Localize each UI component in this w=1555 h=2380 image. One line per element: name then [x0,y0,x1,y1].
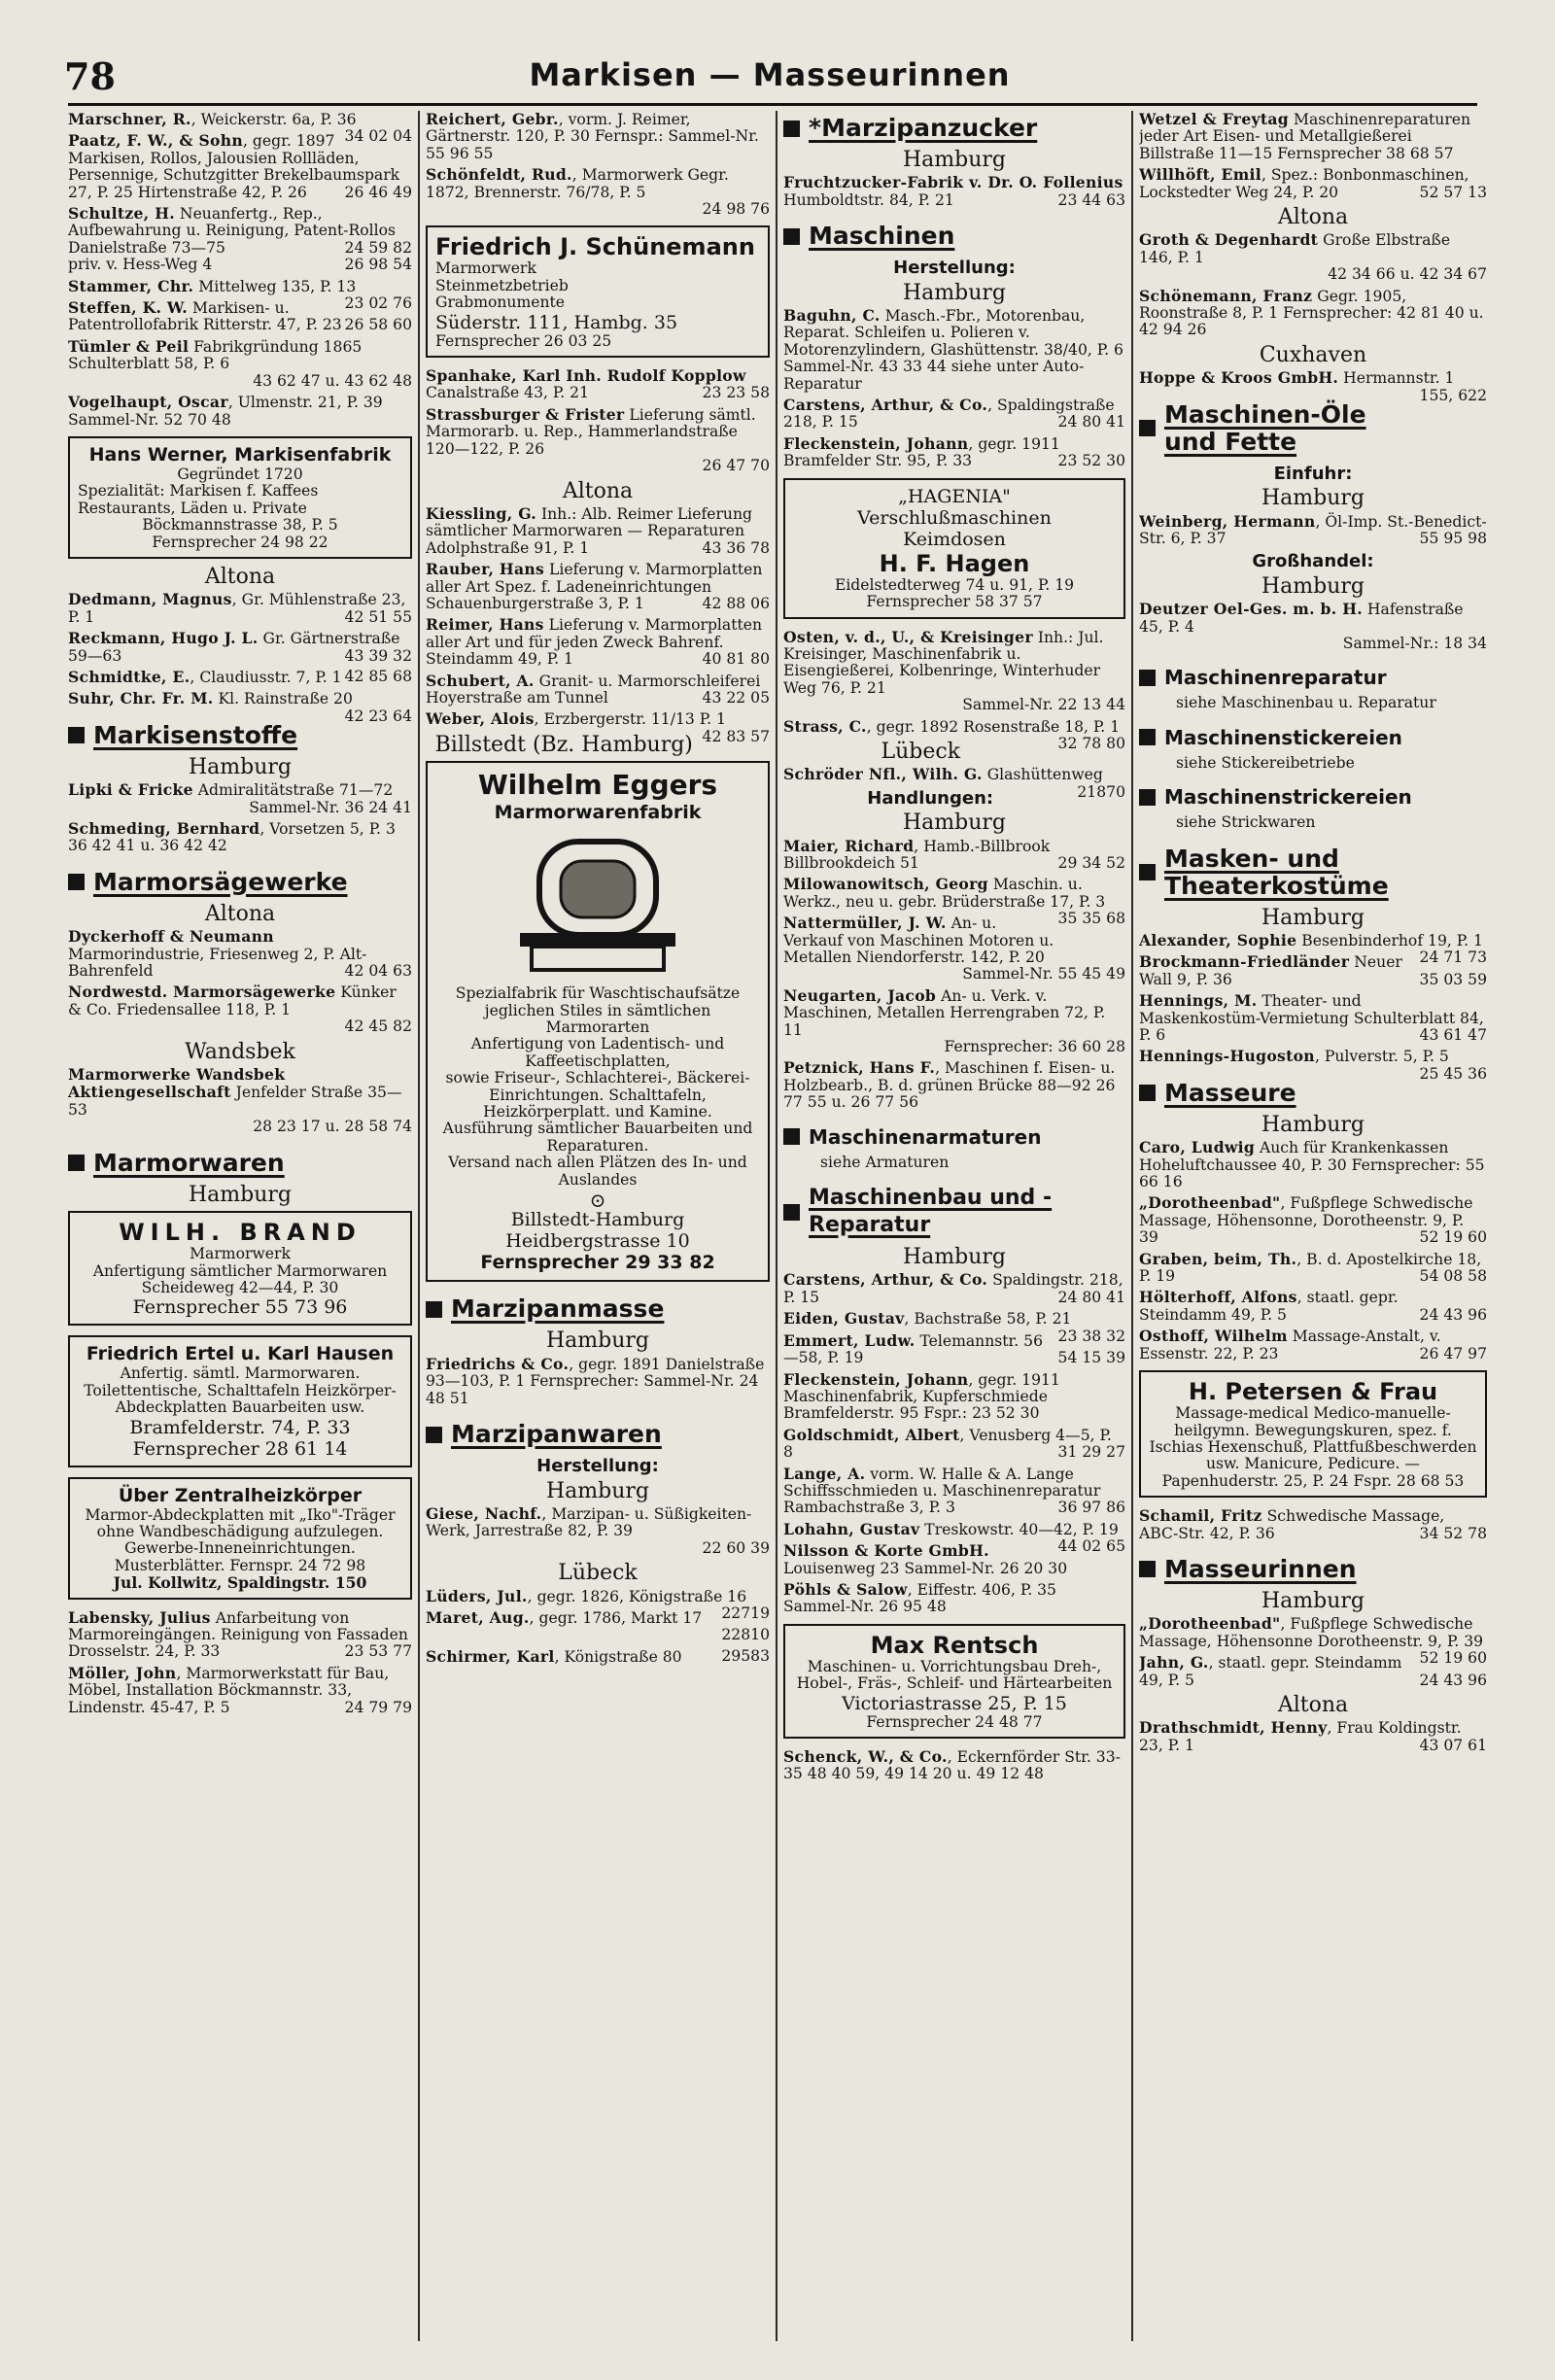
target-icon: ⊙ [589,1189,606,1213]
ad-line: Marmorwerk [435,259,536,278]
ad-line: Massage-medical Medico-manuelle-heilgymn. Bewegungskuren, spez. f. Ischias Hexenschuß, Plattfußbeschwerden usw. Manicure, Pedicure. — Papenhuderstr. 25, P. 24 Fspr. 28 68 53 [1149,1404,1477,1490]
page-title: Markisen — Masseurinnen [529,56,1011,93]
column-divider [418,111,420,2341]
entry-group [783,307,1125,470]
section-heading [68,869,412,896]
city-heading: Hamburg [1261,573,1365,599]
ad-line: Marmorwerk [190,1245,291,1263]
entry-group [1139,1615,1487,1689]
directory-entry: Reckmann, Hugo J. L. Gr. Gärtnerstraße 59—63 43 39 32 [68,629,412,665]
city-heading: Altona [1277,1692,1349,1717]
ad-line: Marmor-Abdeckplatten mit „Iko"-Träger ohne Wandbeschädigung aufzulegen. Gewerbe-Inneneinrichtungen. Musterblätter. Fernspr. 24 72 98 [85,1505,396,1574]
directory-entry: Schönemann, Franz Gegr. 1905, Roonstraße 8, P. 1 Fernsprecher: 42 81 40 u. 42 94 26 [1139,286,1484,339]
column-3 [783,111,1125,2370]
washstand-illustration [501,832,695,978]
city-heading: Hamburg [545,1478,649,1503]
directory-entry: Schenck, W., & Co., Eckernförder Str. 33-35 48 40 59, 49 14 20 u. 49 12 48 [783,1747,1121,1783]
ad-name: Über Zentralheizkörper [118,1484,363,1506]
directory-entry: Graben, beim, Th., B. d. Apostelkirche 18, P. 19 54 08 58 [1139,1249,1487,1286]
square-bullet-icon [783,1128,800,1145]
ad-schuenemann [426,225,770,358]
subsection-heading: Einfuhr: [1273,463,1353,484]
ad-line: sowie Friseur-, Schlachterei-, Bäckerei-Einrichtungen. Schalttafeln, Heizkörperplatt. und Kamine. [445,1069,750,1121]
ad-address: Böckmannstrasse 38, P. 5 [142,516,338,535]
directory-entry: Milowanowitsch, Georg Maschin. u. Werkz., neu u. gebr. Brüderstraße 17, P. 3 35 35 68 [783,875,1125,928]
directory-entry: Brockmann-Friedländer Neuer Wall 9, P. 36 35 03 59 [1139,952,1487,988]
directory-entry: Nordwestd. Marmorsägewerke Künker & Co. Friedensallee 118, P. 1 42 45 82 [68,983,412,1036]
column-2 [426,111,770,2370]
directory-entry: Lipki & Fricke Admiralitätstraße 71—72 Sammel-Nr. 36 24 41 [68,780,412,816]
ad-address: Billstedt-Hamburg Heidbergstrasse 10 [505,1209,690,1253]
directory-entry: Baguhn, C. Masch.-Fbr., Motorenbau, Reparat. Schleifen u. Polieren v. Motorenzylindern, Glashüttenstr. 38/40, P. 6 Sammel-Nr. 43 33 44 siehe unter Auto-Reparatur [783,306,1123,393]
entry-group [1139,1719,1487,1754]
city-heading: Altona [562,478,634,503]
square-bullet-icon [1139,670,1156,686]
entry-group [426,1505,770,1557]
ad-address: Jul. Kollwitz, Spaldingstr. 150 [113,1573,367,1593]
ad-name: „HAGENIA" [898,485,1011,507]
ad-phone: Fernsprecher 28 61 14 [132,1437,348,1460]
square-bullet-icon [1139,729,1156,745]
entry-group [1139,368,1487,404]
square-bullet-icon [1139,420,1156,436]
ad-phone: Fernsprecher 26 03 25 [435,331,612,350]
ad-line: Anfertigung sämtlicher Marmorwaren [92,1261,388,1280]
entry-group [68,590,412,725]
entry-group [1139,1139,1487,1362]
city-heading: Hamburg [902,1245,1006,1270]
ad-address: Victoriastrasse 25, P. 15 [842,1692,1067,1714]
ad-phone: Fernsprecher 55 73 96 [132,1296,348,1319]
directory-entry: Steffen, K. W. Markisen- u. Patentrollofabrik Ritterstr. 47, P. 23 26 58 60 [68,298,412,334]
directory-entry: Hennings-Hugoston, Pulverstr. 5, P. 5 25 45 36 [1139,1047,1487,1083]
entry-group [1139,513,1487,548]
column-divider [1131,111,1133,2341]
section-title: Marzipanwaren [451,1420,662,1449]
directory-entry: Drathschmidt, Henny, Frau Koldingstr. 23, P. 1 43 07 61 [1139,1718,1487,1754]
entry-group [68,1609,412,1716]
directory-entry: Jahn, G., staatl. gepr. Steindamm 49, P. 5 24 43 96 [1139,1653,1487,1689]
directory-entry: Alexander, Sophie Besenbinderhof 19, P. 1 24 71 73 [1139,930,1487,967]
square-bullet-icon [783,121,800,137]
ad-line: Spezialität: Markisen f. Kaffees Restaurants, Läden u. Private [78,482,319,517]
square-bullet-icon [68,1155,85,1171]
ad-petersen [1139,1370,1487,1498]
directory-entry: Schmeding, Bernhard, Vorsetzen 5, P. 3 36 42 41 u. 36 42 42 [68,819,396,855]
directory-entry: Tümler & Peil Fabrikgründung 1865 Schulterblatt 58, P. 6 43 62 47 u. 43 62 48 [68,336,412,390]
ad-company: H. F. Hagen [879,549,1030,577]
section-title: Marmorwaren [93,1148,285,1177]
directory-entry: Suhr, Chr. Fr. M. Kl. Rainstraße 20 42 23 64 [68,689,412,725]
directory-entry: Eiden, Gustav, Bachstraße 58, P. 21 23 38 32 [783,1309,1125,1345]
directory-entry: Schubert, A. Granit- u. Marmorschleiferei Hoyerstraße am Tunnel 43 22 05 [426,671,770,707]
directory-entry: Fleckenstein, Johann, gegr. 1911 Bramfelder Str. 95, P. 33 23 52 30 [783,433,1125,470]
subsection-heading: Herstellung: [893,258,1016,279]
directory-entry: Möller, John, Marmorwerkstatt für Bau, Möbel, Installation Böckmannstr. 33, Lindenstr. 45-47, P. 5 24 79 79 [68,1663,412,1716]
ad-line: Steinmetzbetrieb [435,276,569,294]
ad-wilhelm-eggers [426,761,770,1282]
city-heading: Hamburg [545,1328,649,1354]
ad-max-rentsch [783,1624,1125,1739]
ad-wilh-brand [68,1211,412,1326]
square-bullet-icon [783,228,800,245]
city-heading: Lübeck [558,1561,638,1586]
directory-entry: Fruchtzucker-Fabrik v. Dr. O. Follenius Humboldtstr. 84, P. 21 23 44 63 [783,173,1125,209]
directory-entry: Weinberg, Hermann, Öl-Imp. St.-Benedict-Str. 6, P. 37 55 95 98 [1139,511,1487,547]
directory-entry: Petznick, Hans F., Maschinen f. Eisen- u. Holzbearb., B. d. grünen Brücke 88—92 26 77 55 u. 26 77 56 [783,1058,1116,1112]
ad-name: H. Petersen & Frau [1188,1378,1438,1406]
city-heading: Lübeck [881,739,961,764]
directory-entry: Caro, Ludwig Auch für Krankenkassen Hoheluftchaussee 40, P. 30 Fernsprecher: 55 66 16 [1139,1138,1485,1191]
section-title: Markisenstoffe [93,720,298,749]
city-heading: Hamburg [188,754,292,779]
city-heading: Hamburg [902,811,1006,836]
section-heading [1139,401,1420,456]
entry-group [783,838,1125,1112]
section-heading [68,1150,412,1177]
city-heading: Altona [204,564,276,589]
directory-entry: Osten, v. d., U., & Kreisinger Inh.: Jul. Kreisinger, Maschinenfabrik u. Eisengießerei, Kolbenringe, Winterhuder Weg 76, P. 21 Sammel-Nr. 22 13 44 [783,627,1125,714]
entry-group [783,1271,1125,1615]
ad-line: Ausführung sämtlicher Bauarbeiten und Reparaturen. [442,1120,753,1155]
directory-entry: Osthoff, Wilhelm Massage-Anstalt, v. Essenstr. 22, P. 23 26 47 97 [1139,1327,1487,1362]
section-heading [1139,1556,1487,1583]
directory-entry: Hoppe & Kroos GmbH. Hermannstr. 1 155, 622 [1139,368,1487,404]
entry-group [68,111,412,429]
directory-entry: Deutzer Oel-Ges. m. b. H. Hafenstraße 45, P. 4 Sammel-Nr.: 18 34 [1139,600,1487,652]
section-title: Masken- und Theaterkostüme [1164,844,1389,900]
directory-entry: Hölterhoff, Alfons, staatl. gepr. Steindamm 49, P. 5 24 43 96 [1139,1288,1487,1324]
directory-entry: Kiessling, G. Inh.: Alb. Reimer Lieferung sämtlicher Marmorwaren — Reparaturen Adolphstraße 91, P. 1 43 36 78 [426,503,770,557]
city-heading: Hamburg [188,1182,292,1207]
section-heading [783,1185,1125,1239]
ad-line: Keimdosen [903,528,1006,550]
entry-group [1139,1507,1487,1542]
ad-line: Maschinen- u. Vorrichtungsbau Dreh-, Hobel-, Fräs-, Schleif- und Härtearbeiten [796,1657,1113,1693]
ad-ertel-hausen [68,1335,412,1466]
directory-entry: Maret, Aug., gegr. 1786, Markt 17 22810 [426,1607,770,1644]
directory-entry: Reichert, Gebr., vorm. J. Reimer, Gärtnerstr. 120, P. 30 Fernspr.: Sammel-Nr. 55 96 55 [426,111,759,162]
section-heading [426,1421,770,1448]
column-4 [1139,111,1487,2370]
section-title: Masseurinnen [1164,1554,1357,1583]
ad-address: Bramfelderstr. 74, P. 33 [129,1416,351,1438]
directory-entry: Rauber, Hans Lieferung v. Marmorplatten aller Art Spez. f. Ladeneinrichtungen Schauenburgerstraße 3, P. 1 42 88 06 [426,560,770,612]
section-title: Maschinenstickereien [1164,725,1402,749]
directory-entry: Spanhake, Karl Inh. Rudolf Kopplow Canalstraße 43, P. 21 23 23 58 [426,366,770,402]
directory-entry: Schirmer, Karl, Königstraße 80 29583 [426,1646,770,1666]
subsection-heading: Handlungen: [867,787,994,809]
cross-reference: siehe Stickereibetriebe [1176,753,1355,772]
directory-entry: Stammer, Chr. Mittelweg 135, P. 13 23 02 76 [68,276,412,313]
city-heading: Altona [1277,205,1349,230]
entry-group [1139,930,1487,1083]
directory-entry: Strassburger & Frister Lieferung sämtl. Marmorarb. u. Rep., Hammerlandstraße 120—122, P. 26 26 47 70 [426,404,770,475]
directory-entry: Nilsson & Korte GmbH. Louisenweg 23 Sammel-Nr. 26 20 30 [783,1541,1068,1577]
square-bullet-icon [426,1427,442,1443]
subsection-heading: Großhandel: [1252,551,1374,572]
city-heading: Altona [204,901,276,926]
ad-address: Süderstr. 111, Hambg. 35 [435,311,678,333]
section-title: Maschinenarmaturen [809,1124,1042,1149]
city-heading: Hamburg [1261,905,1365,930]
section-heading [1139,666,1487,689]
city-heading: Wandsbek [185,1039,295,1064]
section-heading [1139,785,1487,809]
square-bullet-icon [1139,1085,1156,1101]
ad-line: Anfertig. sämtl. Marmorwaren. Toilettentische, Schalttafeln Heizkörper-Abdeckplatten Bauarbeiten usw. [84,1364,397,1417]
square-bullet-icon [68,874,85,890]
entry-group [426,111,770,218]
directory-entry: Friedrichs & Co., gegr. 1891 Danielstraße 93—103, P. 1 Fernsprecher: Sammel-Nr. 24 48 51 [426,1354,765,1407]
cross-reference: siehe Armaturen [820,1153,950,1171]
city-heading: Hamburg [1261,1112,1365,1137]
ad-line: Versand nach allen Plätzen des In- und Auslandes [448,1154,747,1189]
ad-zentralheizkoerper [68,1477,412,1600]
directory-entry: Lange, A. vorm. W. Halle & A. Lange Schiffsschmieden u. Maschinenreparatur Rambachstraße 3, P. 3 36 97 86 [783,1464,1125,1517]
square-bullet-icon [68,727,85,743]
square-bullet-icon [1139,864,1156,880]
directory-entry: Carstens, Arthur, & Co., Spaldingstraße 218, P. 15 24 80 41 [783,396,1125,431]
page-number: 78 [64,54,116,98]
section-heading [426,1295,770,1323]
city-heading: Billstedt (Bz. Hamburg) [434,732,693,757]
directory-entry: Marschner, R., Weickerstr. 6a, P. 36 34 02 04 [68,111,412,146]
directory-entry: Giese, Nachf., Marzipan- u. Süßigkeiten-Werk, Jarrestraße 82, P. 39 22 60 39 [426,1503,770,1557]
directory-entry: Labensky, Julius Anfarbeitung von Marmoreingängen. Reinigung von Fassaden Drosselstr. 24, P. 33 23 53 77 [68,1607,412,1661]
square-bullet-icon [426,1301,442,1318]
column-divider [776,111,778,2341]
ad-line: Spezialfabrik für Waschtischaufsätze jeglichen Stiles in sämtlichen Marmorarten [455,984,741,1036]
directory-entry: Carstens, Arthur, & Co. Spaldingstr. 218, P. 15 24 80 41 [783,1270,1125,1306]
entry-group [783,1748,1125,1783]
section-title: Maschinenstrickereien [1164,785,1412,810]
directory-entry: Reimer, Hans Lieferung v. Marmorplatten aller Art und für jeden Zweck Bahrenf. Steindamm 49, P. 1 40 81 80 [426,615,770,669]
ad-subtitle: Marmorwarenfabrik [494,802,702,824]
section-heading [68,722,345,749]
directory-entry: „Dorotheenbad", Fußpflege Schwedische Massage, Höhensonne, Dorotheenstr. 9, P. 39 52 19 60 [1139,1193,1487,1247]
directory-entry: Neugarten, Jacob An- u. Verk. v. Maschinen, Metallen Herrengraben 72, P. 11 Fernsprecher: 36 60 28 [783,985,1125,1056]
entry-group [426,367,770,474]
entry-group [1139,231,1487,338]
directory-entry: Lüders, Jul., gegr. 1826, Königstraße 16 22719 [426,1586,770,1622]
ad-phone: Fernsprecher 24 48 77 [866,1712,1043,1731]
page-header [62,47,1477,105]
directory-entry: Willhöft, Emil, Spez.: Bonbonmaschinen, Lockstedter Weg 24, P. 20 52 57 13 [1139,165,1487,201]
entry-group [68,781,412,855]
section-title: Maschinen-Öle und Fette [1164,399,1366,456]
section-heading [1139,845,1487,900]
directory-entry: Groth & Degenhardt Große Elbstraße 146, P. 1 42 34 66 u. 42 34 67 [1139,230,1487,284]
section-heading [783,1125,1125,1149]
directory-entry: Schamil, Fritz Schwedische Massage, ABC-Str. 42, P. 36 34 52 78 [1139,1506,1487,1542]
directory-entry: Schröder Nfl., Wilh. G. Glashüttenweg 21870 [783,765,1125,801]
city-heading: Cuxhaven [1259,342,1367,367]
ad-address: Eidelstedterweg 74 u. 91, P. 19 [834,575,1075,594]
ad-name: WILH. BRAND [119,1219,362,1247]
ad-hagenia [783,478,1125,619]
directory-entry: Maier, Richard, Hamb.-Billbrook Billbrookdeich 51 29 34 52 [783,836,1125,872]
section-title: Maschinenreparatur [1164,666,1387,690]
directory-entry: Emmert, Ludw. Telemannstr. 56—58, P. 19 54 15 39 [783,1330,1125,1367]
ad-name: Friedrich J. Schünemann [435,233,755,261]
directory-entry: Hennings, M. Theater- und Maskenkostüm-Vermietung Schulterblatt 84, P. 6 43 61 47 [1139,991,1487,1044]
ad-hans-werner [68,436,412,559]
directory-entry: Lohahn, Gustav Treskowstr. 40—42, P. 19 44 02 65 [783,1519,1125,1556]
ad-phone: Fernsprecher 58 37 57 [866,593,1043,611]
directory-entry: Wetzel & Freytag Maschinenreparaturen jeder Art Eisen- und Metallgießerei Billstraße 11—15 Fernsprecher 38 68 57 [1139,111,1471,162]
square-bullet-icon [1139,789,1156,806]
entry-group [783,174,1125,209]
ad-phone: Fernsprecher 29 33 82 [480,1252,715,1274]
directory-entry: Pöhls & Salow, Eiffestr. 406, P. 35 Sammel-Nr. 26 95 48 [783,1579,1056,1616]
ad-line: Anfertigung von Ladentisch- und Kaffeetischplatten, [470,1035,725,1070]
column-1 [68,111,412,2370]
subsection-heading: Herstellung: [536,1456,659,1477]
section-title: Maschinen [809,222,955,251]
city-heading: Hamburg [1261,1588,1365,1613]
section-heading [783,223,1125,250]
ad-address: Scheideweg 42—44, P. 30 [141,1278,339,1296]
square-bullet-icon [783,1204,800,1221]
ad-name: Hans Werner, Markisenfabrik [88,443,392,466]
directory-entry: „Dorotheenbad", Fußpflege Schwedische Massage, Höhensonne Dorotheenstr. 9, P. 39 52 19 60 [1139,1614,1487,1668]
city-heading: Hamburg [902,148,1006,172]
directory-entry: Goldschmidt, Albert, Venusberg 4—5, P. 8 31 29 27 [783,1425,1125,1462]
entry-group [426,1356,770,1407]
directory-entry: Fleckenstein, Johann, gegr. 1911 Maschinenfabrik, Kupferschmiede Bramfelderstr. 95 Fspr.: 23 52 30 [783,1369,1060,1423]
directory-entry: Dyckerhoff & Neumann Marmorindustrie, Friesenweg 2, P. Alt-Bahrenfeld 42 04 63 [68,927,412,981]
square-bullet-icon [1139,1561,1156,1577]
directory-entry: Schönfeldt, Rud., Marmorwerk Gegr. 1872, Brennerstr. 76/78, P. 5 24 98 76 [426,165,770,219]
directory-entry: Vogelhaupt, Oscar, Ulmenstr. 21, P. 39 Sammel-Nr. 52 70 48 [68,393,383,429]
header-rule [68,103,1477,106]
ad-name: Friedrich Ertel u. Karl Hausen [86,1343,395,1365]
directory-entry: Dedmann, Magnus, Gr. Mühlenstraße 23, P. 1 42 51 55 [68,590,412,626]
cross-reference: siehe Maschinenbau u. Reparatur [1176,694,1436,712]
city-heading: Hamburg [902,280,1006,305]
section-title: Marzipanmasse [451,1294,665,1324]
entry-group [68,928,412,1035]
section-title: Maschinenbau und -Reparatur [809,1186,1053,1238]
directory-entry: Paatz, F. W., & Sohn, gegr. 1897 Markisen, Rollos, Jalousien Rollläden, Persennige, Schutzgitter Brekelbaumspark 27, P. 25 Hirtenstraße 42, P. 26 26 46 49 [68,131,412,201]
ad-name: Wilhelm Eggers [477,769,718,802]
entry-group [68,1066,412,1136]
entry-group [1139,601,1487,652]
directory-entry: Nattermüller, J. W. An- u. Verkauf von Maschinen Motoren u. Metallen Niendorferstr. 142, P. 20 Sammel-Nr. 55 45 49 [783,914,1125,983]
entry-group [1139,111,1487,201]
ad-name: Max Rentsch [870,1631,1039,1659]
ad-line: Grabmonumente [435,293,566,312]
directory-entry: Weber, Alois, Erzbergerstr. 11/13 P. 1 42 83 57 [426,709,770,745]
entry-group [426,1588,770,1667]
ad-line: Verschlußmaschinen [857,506,1052,529]
section-title: Marmorsägewerke [93,867,348,896]
directory-entry: Strass, C., gegr. 1892 Rosenstraße 18, P. 1 32 78 80 [783,716,1125,752]
directory-entry: Marmorwerke Wandsbek Aktiengesellschaft Jenfelder Straße 35—53 28 23 17 u. 28 58 74 [68,1065,412,1136]
section-heading [1139,726,1487,749]
ad-phone: Fernsprecher 24 98 22 [152,533,328,551]
directory-entry: Schmidtke, E., Claudiusstr. 7, P. 1 42 85 68 [68,667,412,686]
section-title: Masseure [1164,1078,1296,1107]
city-heading: Hamburg [1261,486,1365,511]
cross-reference: siehe Strickwaren [1176,813,1316,832]
directory-entry: Schultze, H. Neuanfertg., Rep., Aufbewahrung u. Reinigung, Patent-Rollos Danielstraße 73—75 24 59 82 priv. v. Hess-Weg 4 26 98 54 [68,204,412,274]
section-title: *Marzipanzucker [809,114,1038,142]
section-heading [1139,1080,1420,1107]
ad-line: Gegründet 1720 [177,465,303,483]
section-heading [783,115,1125,142]
